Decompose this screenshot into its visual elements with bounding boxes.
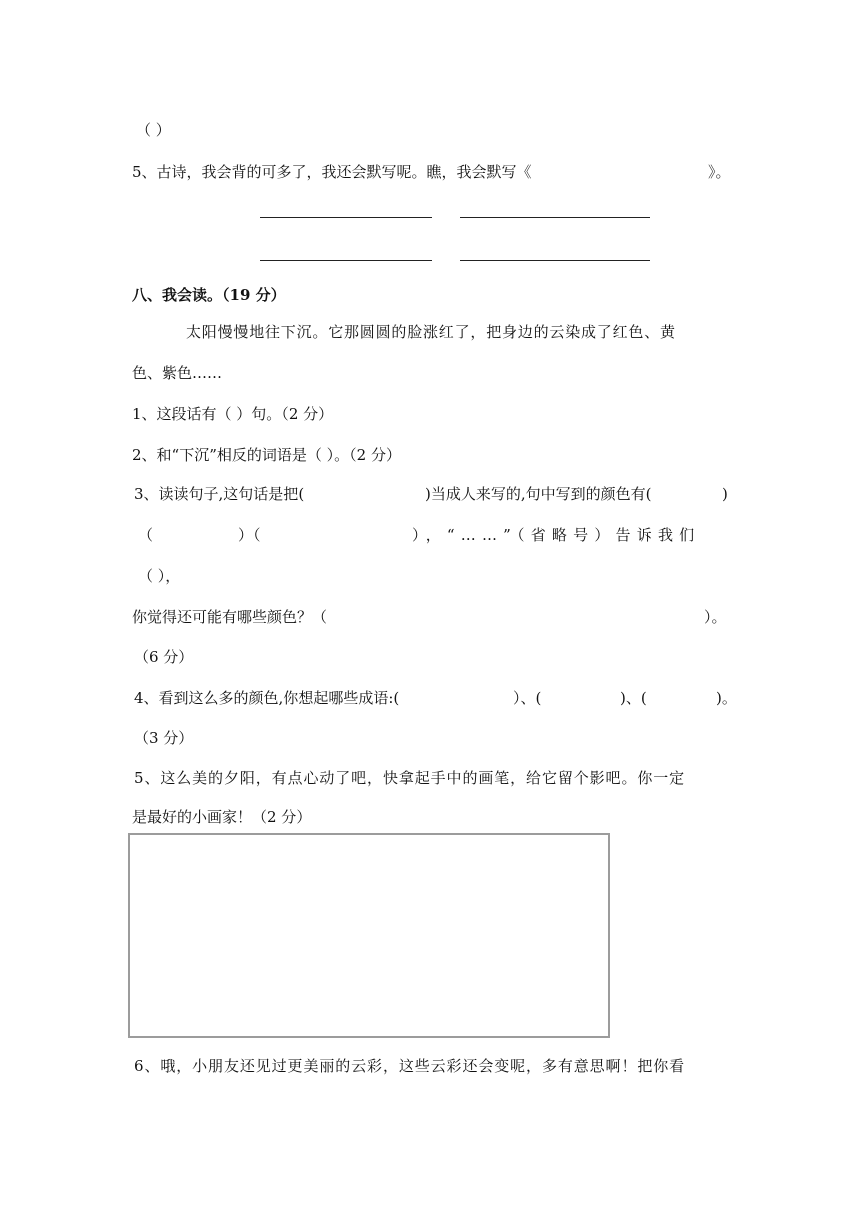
question-3-other-colors: 你觉得还可能有哪些颜色？（ [132,608,328,626]
reading-passage-line: 太阳慢慢地往下沉。它那圆圆的脸涨红了，把身边的云染成了红色、黄 [186,323,676,341]
question-5: 5、这么美的夕阳，有点心动了吧，快拿起手中的画笔，给它留个影吧。你一定 [134,769,686,787]
question-3-part: ) [722,485,728,503]
poem-blank-line[interactable] [260,260,432,261]
question-3-paren: ）（ [238,526,261,544]
question-4-part: )。 [716,689,737,707]
answer-parentheses-line: （ ） [136,121,171,139]
drawing-box[interactable] [128,833,610,1038]
poem-blank-line[interactable] [460,217,650,218]
poem-blank-line[interactable] [460,260,650,261]
question-3-score: （6 分） [134,648,194,666]
question-2: 2、和“下沉”相反的词语是（ ）。（2 分） [132,446,401,464]
question-5-continued: 是最好的小画家！（2 分） [132,808,312,826]
question-3-paren: （ [138,526,154,544]
question-5-poem-start: 5、古诗，我会背的可多了，我还会默写呢。瞧，我会默写《 [132,163,532,181]
question-4-part: ）、( [513,689,542,707]
question-3-part: )当成人来写的,句中写到的颜色有( [425,485,652,503]
section-8-title: 八、我会读。（19 分） [132,286,286,304]
poem-blank-line[interactable] [260,217,432,218]
question-1: 1、这段话有（ ）句。（2 分） [132,405,334,423]
question-3-other-colors-end: ）。 [704,608,727,626]
question-4-score: （3 分） [134,729,194,747]
question-3-ellipsis-text: ），“……”（省略号）告诉我们 [412,526,701,544]
reading-passage-line: 色、紫色…… [132,364,223,382]
question-5-poem-end: 》。 [708,163,731,181]
question-4-part: )、( [620,689,647,707]
question-3-paren: （ ）， [138,567,181,585]
question-3-part: 3、读读句子,这句话是把( [134,485,305,503]
question-6: 6、哦，小朋友还见过更美丽的云彩，这些云彩还会变呢，多有意思啊！把你看 [134,1057,686,1075]
question-4: 4、看到这么多的颜色,你想起哪些成语:( [134,689,400,707]
